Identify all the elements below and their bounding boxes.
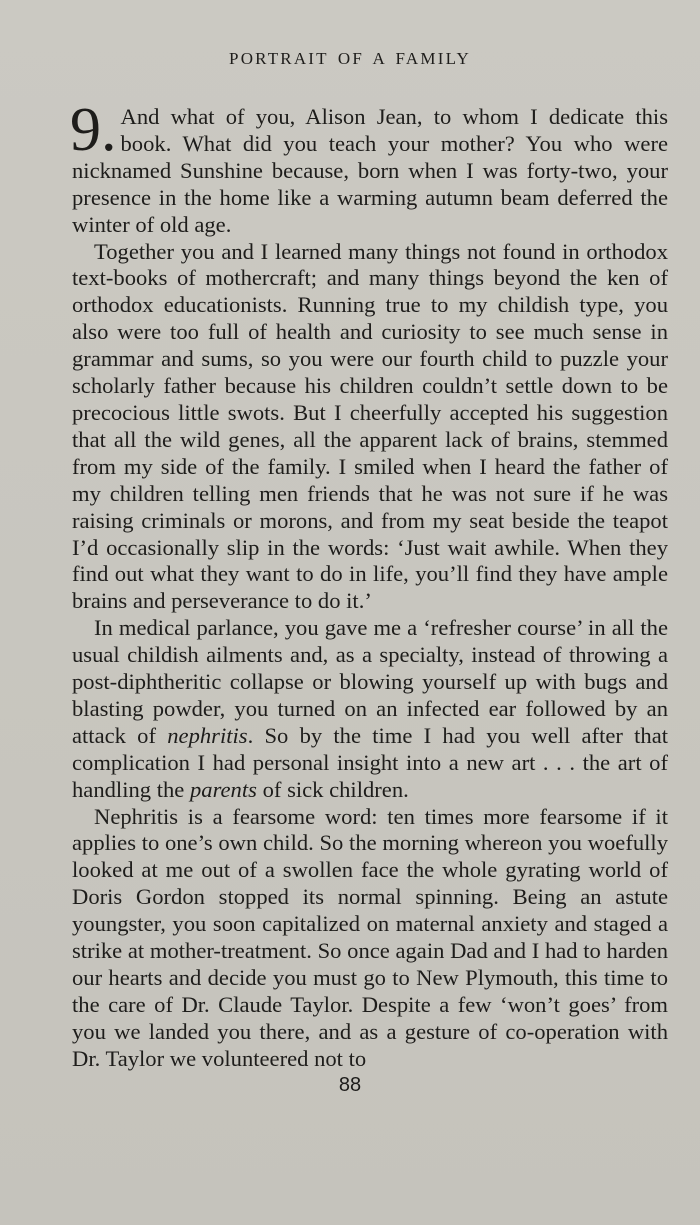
section-number: 9. — [70, 96, 117, 164]
running-head: PORTRAIT OF A FAMILY — [229, 49, 471, 68]
paragraph-4: Nephritis is a fearsome word: ten times more fearsome if it applies to one’s own child. So the morning whereon you woefully looked at me out of a swollen face the whole gyrating world of Doris Gordon stopped its normal spinning. Being an astute youngster, you soon capitalized on maternal anxiety and staged a strike at mother-treatment. So once again Dad and I had to harden our hearts and decide you must go to New Plymouth, this time to the care of Dr. Claude Taylor. Despite a few ‘won’t goes’ from you we landed you there, and as a gesture of co-operation with Dr. Taylor we volunteered not to — [72, 803, 668, 1071]
paragraph-2: Together you and I learned many things not found in orthodox text-books of mothercraft; and many things beyond the ken of orthodox educationists. Running true to my childish type, you also were too full of health and curiosity to see much sense in grammar and sums, so you were our fourth child to puzzle your scholarly father because his children couldn’t settle down to be precocious little swots. But I cheerfully accepted his suggestion that all the wild genes, all the apparent lack of brains, stemmed from my side of the family. I smiled when I heard the father of my children telling men friends that he was not sure if he was raising criminals or morons, and from my seat beside the teapot I’d occasionally slip in the words: ‘Just wait awhile. When they find out what they want to do in life, you’ll find they have ample brains and perseverance to do it.’ — [72, 238, 668, 614]
paragraph-1-text: And what of you, Alison Jean, to whom I dedicate this book. What did you teach your mother? You who were nicknamed Sunshine because, born when I was forty-two, your presence in the home like a warming autumn beam deferred the winter of old age. — [72, 104, 668, 237]
italic-parents: parents — [189, 776, 257, 802]
paragraph-3-text-a: In medical parlance, you gave me a ‘refresher course’ in all the usual childish ailments and, as a specialty, instead of throwing a post-diphtheritic collapse or blowing yourself up with bugs and blasting powder, you turned on an infected ear followed by an attack of — [72, 615, 668, 748]
italic-nephritis: nephritis — [167, 722, 248, 748]
paragraph-1 — [70, 96, 668, 239]
paragraph-3 — [72, 615, 668, 803]
body-text — [70, 96, 669, 1073]
page-number: 88 — [338, 1074, 362, 1096]
paragraph-3-text-c: of sick children. — [262, 776, 409, 802]
paragraph-3-text-b: . So by the time I had you well after that complication I had personal insight into a new art . . . the art of handling the — [72, 722, 669, 802]
